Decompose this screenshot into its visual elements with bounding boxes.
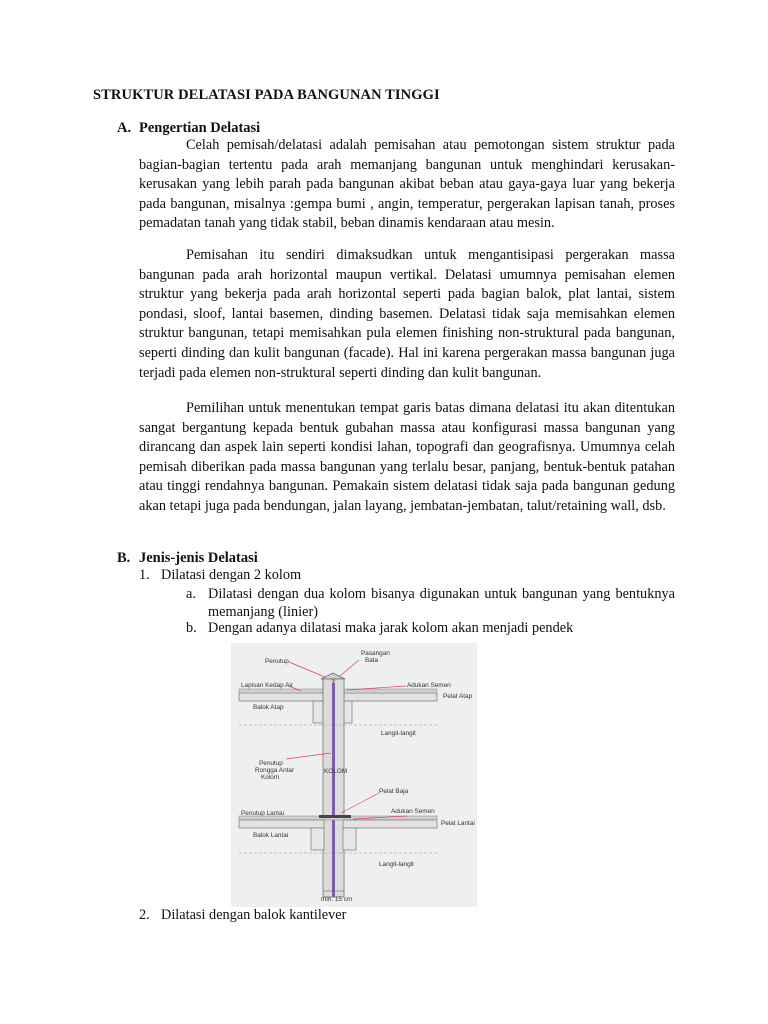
floor-beam-left [311, 828, 324, 850]
sub-item-letter: a. [186, 586, 196, 602]
label-adukan-semen-top: Adukan Semen [407, 682, 451, 689]
label-balok-lantai: Balok Lantai [253, 832, 289, 839]
section-a-heading [117, 120, 260, 137]
label-langit-langit-top: Langit-langit [381, 730, 416, 737]
label-penutup-lantai: Penutup Lantai [241, 810, 284, 817]
label-min-dimension: min. 15 cm [321, 896, 353, 903]
label-langit-langit-bottom: Langit-langit [379, 861, 414, 868]
floor-slab-right [343, 820, 437, 828]
list-number: 1. [139, 567, 150, 583]
document-title: STRUKTUR DELATASI PADA BANGUNAN TINGGI [93, 87, 440, 103]
list-number: 2. [139, 907, 150, 923]
floor-slab-left [239, 820, 324, 828]
steel-plate [319, 815, 351, 818]
paragraph-separation: Pemisahan itu sendiri dimaksudkan untuk mengantisipasi pergerakan massa bangunan pada arah horizontal maupun vertikal. Delatasi umumnya pemisahan elemen struktur yang bekerja pada arah horizontal seperti pada bagian balok, plat lantai, sistem pondasi, sloof, lantai basemen, dinding basemen. Delatasi tidak saja memisahkan elemen struktur bangunan, tetapi memisahkan pula elemen finishing non-struktural pada bangunan, seperti dinding dan kulit bangunan (facade). Hal ini karena pergerakan massa bangunan juga terjadi pada elemen non-struktural seperti dinding dan kulit bangunan. [139, 247, 675, 381]
list-text: Dilatasi dengan balok kantilever [161, 907, 347, 923]
sub-item-a [186, 585, 675, 621]
label-penutup-rongga-2: Rongga Antar [255, 767, 295, 774]
sub-item-letter: b. [186, 620, 197, 636]
column-left [323, 679, 333, 897]
label-pelat-baja: Pelat Baja [379, 788, 409, 795]
list-text: Dilatasi dengan 2 kolom [161, 567, 302, 583]
label-balok-atap: Balok Atap [253, 704, 284, 711]
label-adukan-semen-bottom: Adukan Semen [391, 808, 435, 815]
list-item-kantilever [139, 907, 346, 924]
label-pelat-lantai: Pelat Lantai [441, 820, 475, 827]
column-gap [332, 683, 335, 897]
paragraph-definition: Celah pemisah/delatasi adalah pemisahan atau pemotongan sistem struktur pada bagian-bagian tertentu pada arah memanjang bangunan untuk menghindari kerusakan-kerusakan yang lebih parah pada bangunan akibat beban atau gaya-gaya luar yang bekerja pada bangunan, misalnya :gempa bumi , angin, temperatur, pergerakan lapisan tanah, proses pemadatan tanah yang tidak stabil, beban dinamis kendaraan atau mesin. [139, 137, 675, 232]
section-a-marker: A. [117, 120, 132, 136]
list-item-2-kolom [139, 567, 301, 584]
sub-item-b [186, 619, 675, 637]
dilatation-diagram [231, 643, 477, 907]
section-b-heading [117, 550, 258, 567]
label-lapisan-kedap-air: Lapisan Kedap Air [241, 682, 293, 689]
column-right [334, 679, 344, 897]
label-penutup-rongga: Penutup [259, 760, 283, 767]
label-pasangan-bata: Pasangan [361, 650, 390, 657]
label-kolom: KOLOM [324, 768, 348, 775]
floor-beam-right [343, 828, 356, 850]
section-b-title: Jenis-jenis Delatasi [139, 550, 258, 566]
paragraph-selection: Pemilihan untuk menentukan tempat garis batas dimana delatasi itu akan ditentukan sangat bergantung kepada bentuk gubahan massa atau konfigurasi massa bangunan yang dirancang dan aspek lain seperti kondisi lahan, topografi dan geografisnya. Umumnya celah pemisah diberikan pada massa bangunan yang terlalu besar, panjang, bentuk-bentuk patahan atau tinggi rendahnya bangunan. Pemakain sistem delatasi tidak saja pada bangunan gedung akan tetapi juga pada bendungan, jalan layang, jembatan-jembatan, talut/retaining wall, dsb. [139, 400, 675, 514]
label-penutup-rongga-3: Kolom [261, 774, 280, 781]
section-a-title: Pengertian Delatasi [139, 120, 261, 136]
leader-lines [286, 660, 407, 819]
sub-item-text: Dilatasi dengan dua kolom bisanya digunakan untuk bangunan yang bentuknya memanjang (linier) [208, 586, 675, 620]
section-b-marker: B. [117, 550, 131, 566]
roof-slab-left [239, 693, 326, 701]
sub-item-text: Dengan adanya dilatasi maka jarak kolom akan menjadi pendek [208, 620, 574, 636]
roof-slab-right [339, 693, 437, 701]
label-pasangan-bata-2: Bata [365, 657, 379, 664]
label-penutup: Penutup [265, 658, 289, 665]
cover-cap [321, 673, 345, 679]
label-pelat-atap: Pelat Atap [443, 693, 473, 700]
